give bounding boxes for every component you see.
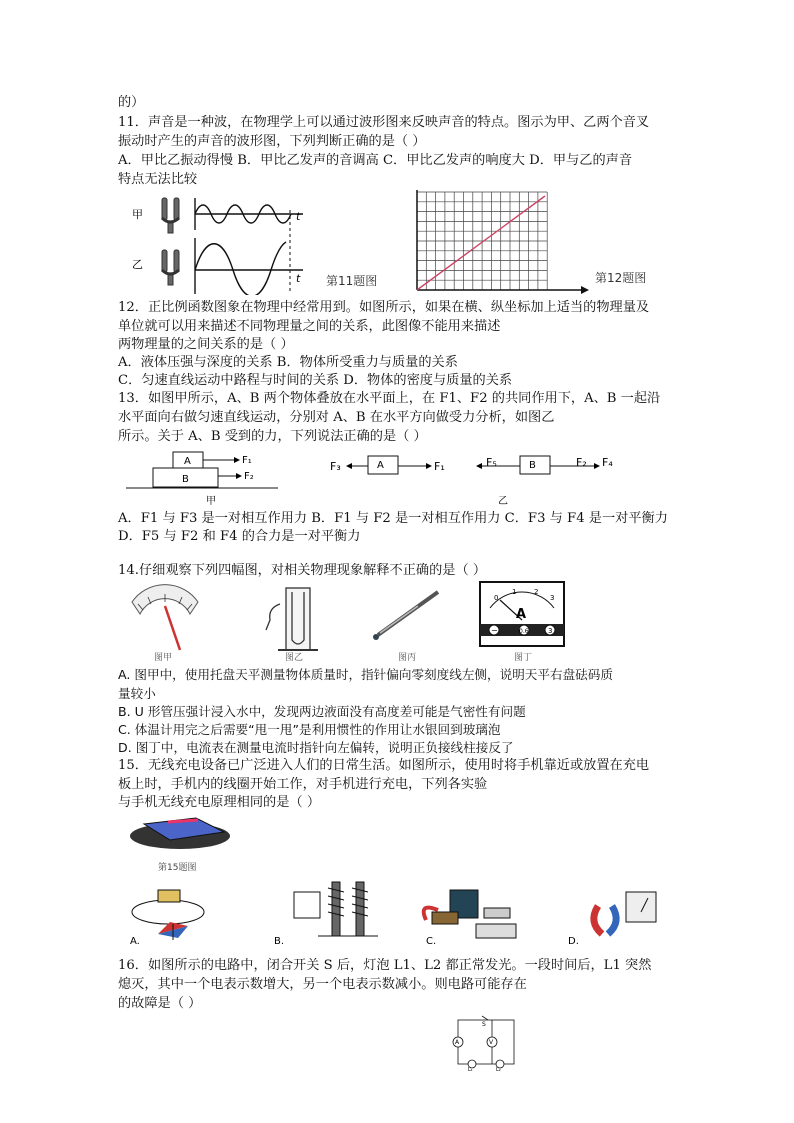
q16-stem: 熄灭，其中一个电表示数增大，另一个电表示数减小。则电路可能存在: [118, 977, 527, 992]
block-a-label: A: [377, 460, 384, 471]
fig11-waveforms: [118, 190, 398, 295]
lamp-l1: L₁: [468, 1067, 473, 1072]
q11-stem: 11．声音是一种波，在物理学上可以通过波形图来反映声音的特点。图示为甲、乙两个音叉: [118, 115, 650, 130]
motor-experiment-icon: [132, 890, 204, 940]
q16-stem: 16．如图所示的电路中，闭合开关 S 后，灯泡 L1、L2 都正常发光。一段时间后，L1 突然: [118, 958, 652, 973]
q13-options: D．F5 与 F2 和 F4 的合力是一对平衡力: [118, 529, 361, 544]
q12-stem: 12．正比例函数图象在物理中经常用到。如图所示，如果在横、纵坐标加上适当的物理量及: [118, 300, 650, 315]
fig14-instruments: [118, 580, 578, 664]
q14-stem: 14.仔细观察下列四幅图，对相关物理现象解释不正确的是（ ）: [118, 563, 487, 578]
q12-options: C．匀速直线运动中路程与时间的关系 D．物体的密度与质量的关系: [118, 373, 513, 388]
generator-experiment-icon: [424, 890, 516, 938]
q13-stem: 水平面向右做匀速直线运动，分别对 A、B 在水平方向做受力分析，如图乙: [118, 410, 555, 425]
u-tube-manometer-icon: [266, 588, 318, 650]
electromagnet-experiment-icon: [294, 882, 378, 936]
q15-stem: 15．无线充电设备已广泛进入人们的日常生活。如图所示，使用时将手机靠近或放置在充电: [118, 758, 650, 773]
fig11-caption: 第11题图: [326, 274, 378, 288]
thermometer-icon: [373, 592, 438, 640]
fig13-force-diagrams: [118, 446, 678, 508]
caption-jia: 图甲: [154, 653, 173, 663]
meter-letter: A: [516, 607, 527, 622]
proportional-line: [417, 196, 545, 290]
caption-bing: 图丙: [398, 653, 417, 663]
option-d: D.: [568, 936, 579, 947]
q15-stem: 与手机无线充电原理相同的是（ ）: [118, 795, 321, 810]
force-f3: F₃: [330, 460, 341, 473]
caption-yi: 图乙: [285, 653, 304, 663]
terminal-3: 3: [548, 627, 553, 635]
scale-0: 0: [494, 594, 499, 602]
option-c: C.: [426, 936, 437, 947]
force-f2: F₂: [576, 456, 587, 469]
q13-options: A．F1 与 F3 是一对相互作用力 B．F1 与 F2 是一对相互作用力 C．F3 与 F4 是一对平衡力: [118, 511, 668, 526]
axis-t: t: [296, 210, 301, 223]
q14-option-c: C. 体温计用完之后需要“甩一甩”是利用惯性的作用让水银回到玻璃泡: [118, 722, 501, 737]
terminal-negative: −: [491, 626, 498, 635]
force-f2: F₂: [244, 471, 254, 482]
scale-3: 3: [550, 594, 555, 602]
balance-scale-icon: [132, 585, 198, 650]
switch-s: S: [482, 1021, 486, 1028]
q14-option-a: 量较小: [118, 686, 156, 701]
block-b-label: B: [182, 474, 189, 485]
q12-stem: 单位就可以用来描述不同物理量之间的关系，此图像不能用来描述: [118, 319, 501, 334]
fig12-caption: 第12题图: [595, 271, 647, 285]
ammeter-icon: [480, 582, 564, 646]
lamp-l2: L₂: [496, 1067, 501, 1072]
force-f4: F₄: [602, 456, 613, 469]
fig16-circuit: [452, 1014, 522, 1072]
q14-option-b: B. U 形管压强计浸入水中，发现两边液面没有高度差可能是气密性有问题: [118, 704, 526, 719]
axis-t: t: [296, 272, 301, 285]
wireless-charger-icon: [130, 818, 230, 849]
tuning-fork-icon: [162, 198, 179, 233]
ammeter-a: A: [455, 1039, 460, 1046]
option-b: B.: [274, 936, 285, 947]
text-line: 的）: [118, 95, 145, 110]
fig12-grid: [405, 186, 665, 294]
q14-option-d: D. 图丁中，电流表在测量电流时指针向左偏转，说明正负接线柱接反了: [118, 740, 514, 755]
force-f1: F₁: [434, 460, 445, 473]
label-jia: 甲: [206, 496, 216, 507]
q11-options: 特点无法比较: [118, 172, 198, 187]
q16-stem: 的故障是（ ）: [118, 996, 202, 1011]
voltmeter-v: V: [489, 1039, 494, 1046]
q13-stem: 所示。关于 A、B 受到的力，下列说法正确的是（ ）: [118, 429, 427, 444]
force-f1: F₁: [242, 455, 252, 466]
q11-stem: 振动时产生的声音的波形图，下列判断正确的是（ ）: [118, 134, 426, 149]
induction-experiment-icon: [594, 892, 656, 934]
force-f5: F₅: [486, 456, 497, 469]
caption-ding: 图丁: [514, 653, 533, 663]
scale-1: 1: [512, 588, 517, 596]
label-yi: 乙: [498, 496, 508, 507]
q15-stem: 板上时，手机内的线圈开始工作，对手机进行充电，下列各实验: [118, 777, 488, 792]
fig15-caption: 第15题图: [158, 863, 197, 873]
q12-stem: 两物理量的之间关系的是（ ）: [118, 337, 294, 352]
q12-options: A．液体压强与深度的关系 B．物体所受重力与质量的关系: [118, 355, 458, 370]
block-b-label: B: [529, 460, 536, 471]
waveform-yi: [195, 242, 286, 295]
label-jia: 甲: [132, 208, 143, 221]
label-yi: 乙: [132, 258, 143, 271]
block-a-label: A: [184, 456, 191, 467]
q13-stem: 13．如图甲所示，A、B 两个物体叠放在水平面上，在 F1、F2 的共同作用下，A、B 一起沿: [118, 391, 661, 406]
tuning-fork-icon: [162, 250, 179, 285]
option-a: A.: [130, 936, 140, 947]
fig15-experiments: [118, 812, 678, 952]
q14-option-a: A. 图甲中，使用托盘天平测量物体质量时，指针偏向零刻度线左侧，说明天平右盘砝码质: [118, 667, 613, 682]
scale-2: 2: [534, 588, 539, 596]
q11-options: A．甲比乙振动得慢 B．甲比乙发声的音调高 C．甲比乙发声的响度大 D．甲与乙的声音: [118, 153, 633, 168]
terminal-06: 0.6: [519, 628, 529, 635]
